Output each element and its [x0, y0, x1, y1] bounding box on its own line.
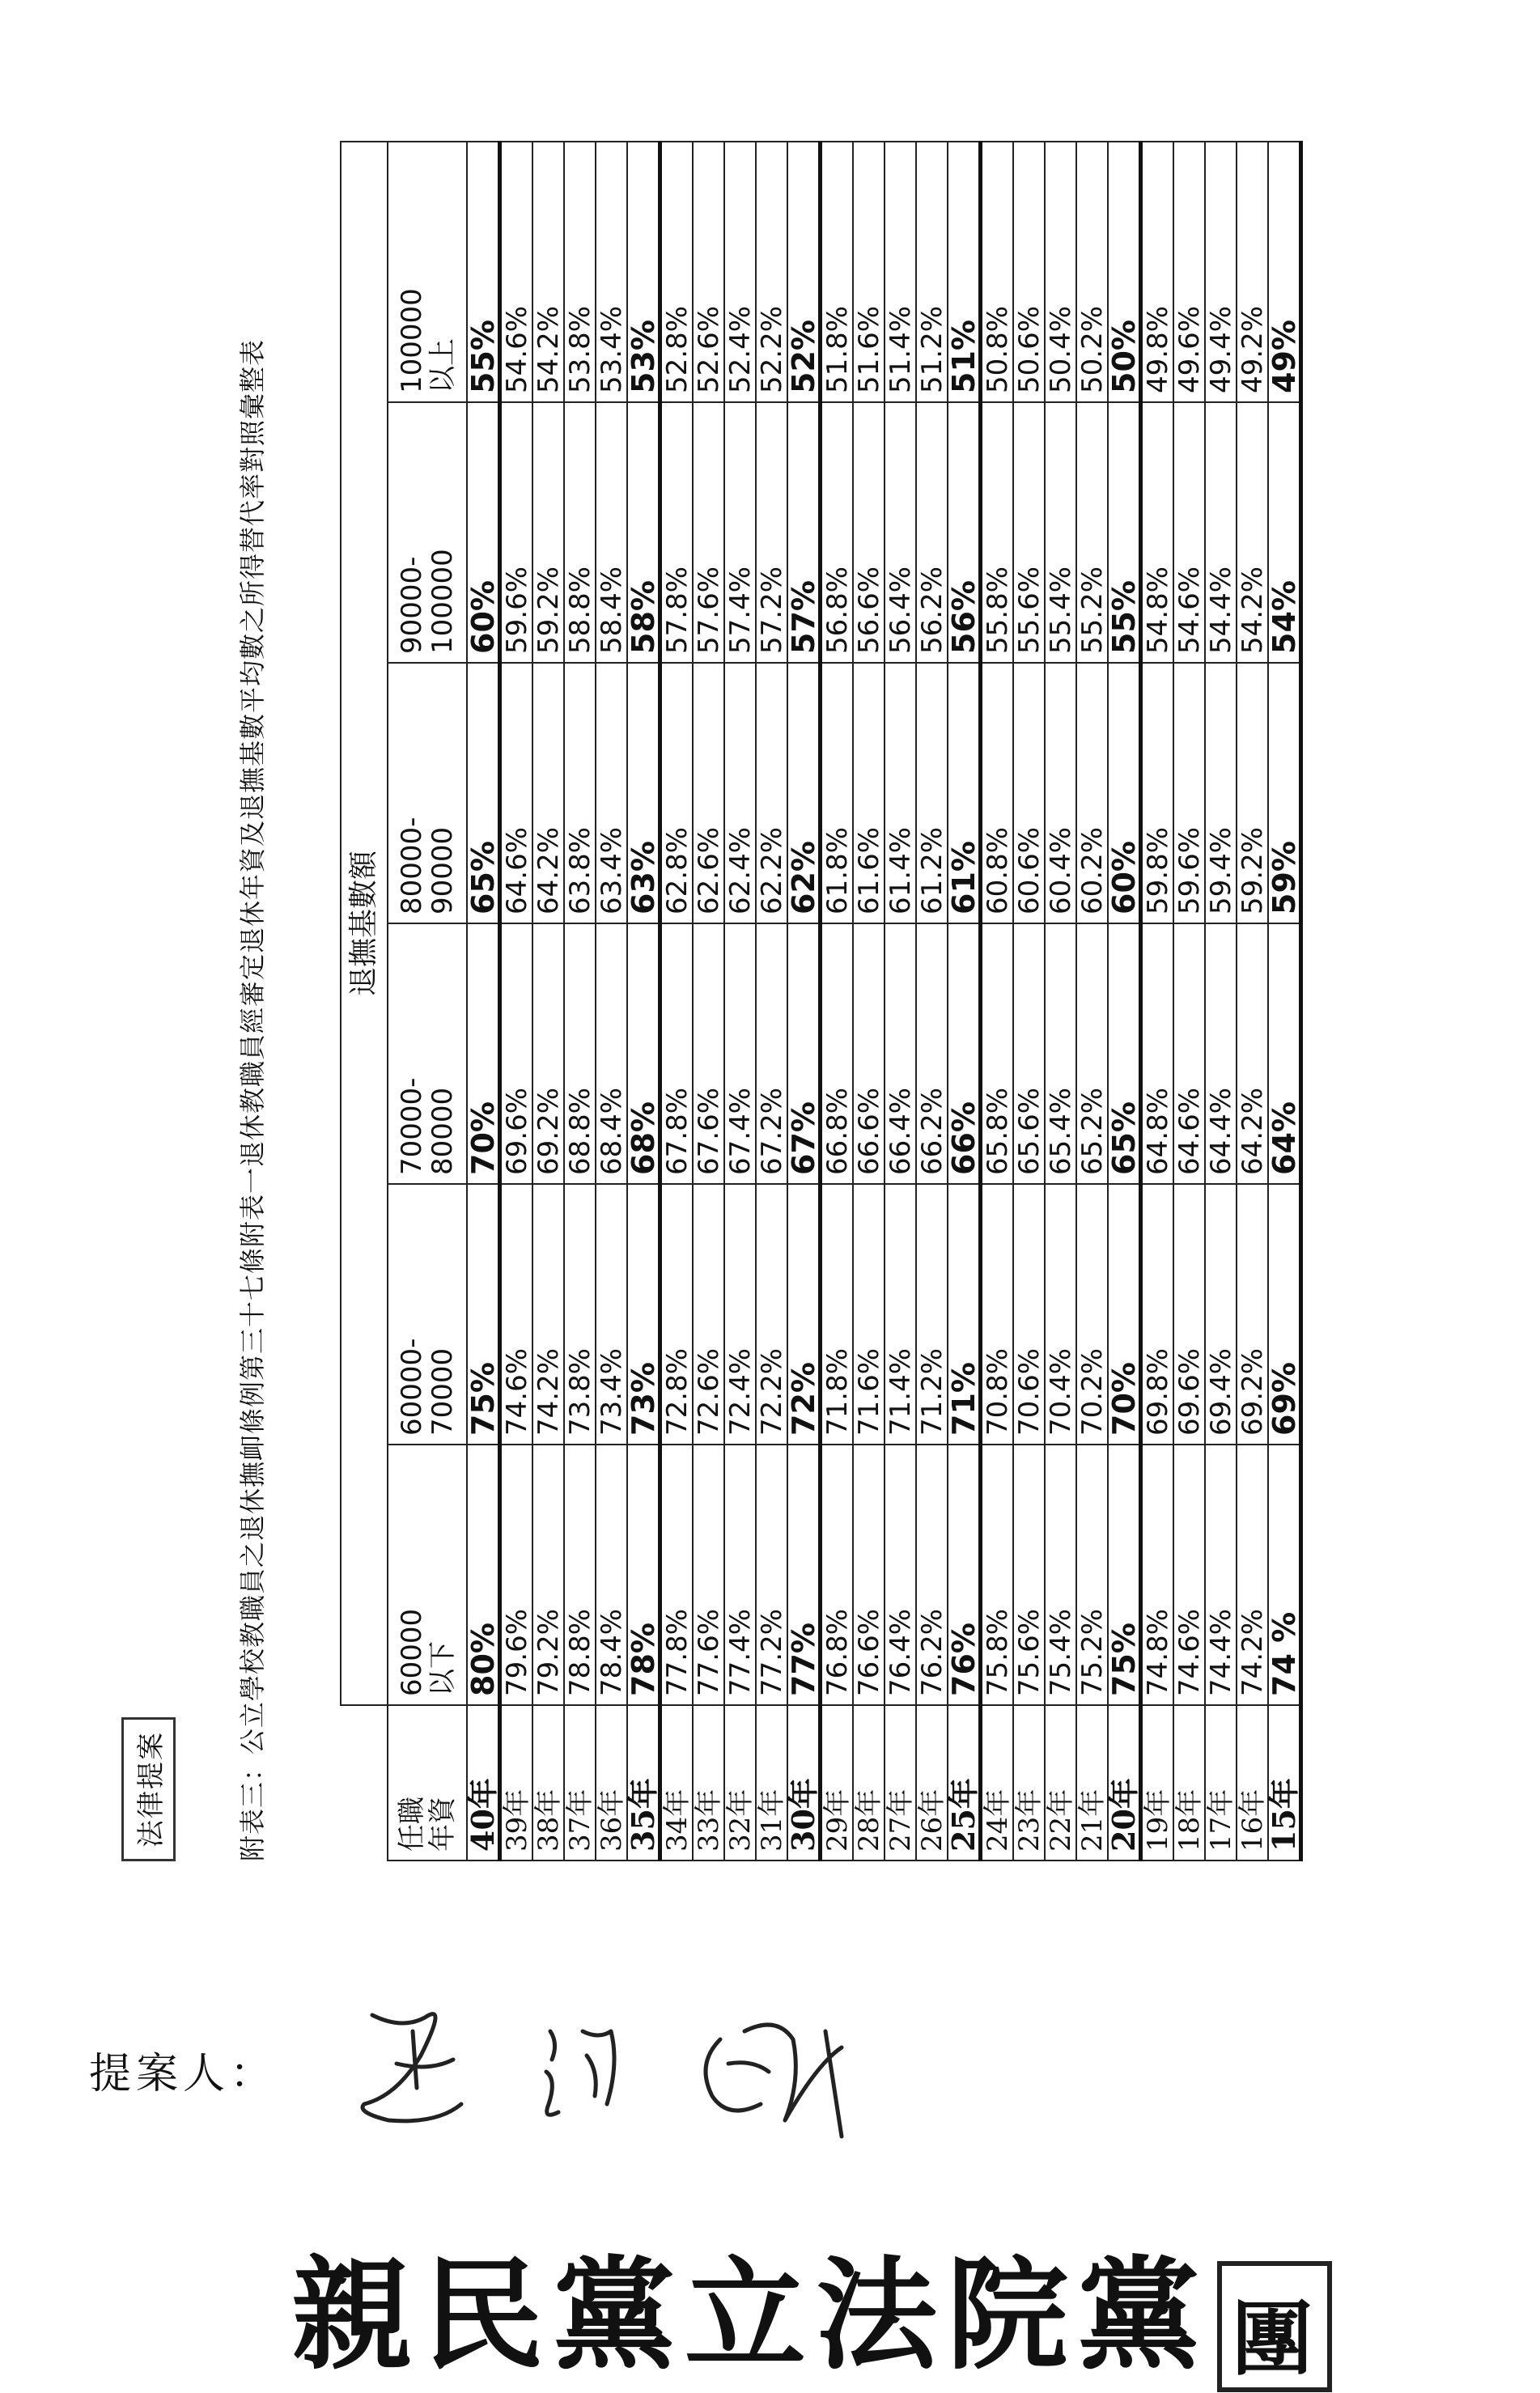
table-row — [532, 142, 564, 1861]
proposer-signature — [340, 1983, 923, 2165]
row-year: 25年 — [948, 1705, 981, 1861]
rate-cell: 75.6% — [1013, 1445, 1045, 1705]
table-row — [1268, 142, 1301, 1861]
row-year: 16年 — [1237, 1705, 1268, 1861]
row-year: 22年 — [1045, 1705, 1076, 1861]
rate-cell: 51.2% — [916, 142, 948, 402]
rate-cell: 76.8% — [821, 1445, 854, 1705]
rate-cell: 61.8% — [821, 663, 854, 923]
table-row — [564, 142, 596, 1861]
row-year: 28年 — [853, 1705, 885, 1861]
rate-cell: 74.4% — [1205, 1445, 1237, 1705]
row-year: 36年 — [596, 1705, 627, 1861]
rate-cell: 49.8% — [1141, 142, 1174, 402]
row-year: 21年 — [1076, 1705, 1108, 1861]
rate-cell: 52.8% — [660, 142, 694, 402]
table-row — [981, 142, 1014, 1861]
rate-cell: 75% — [467, 1184, 500, 1445]
row-year: 37年 — [564, 1705, 596, 1861]
rate-cell: 75.8% — [981, 1445, 1014, 1705]
rate-cell: 55% — [467, 142, 500, 402]
header-seniority: 任職 年資 — [388, 1705, 467, 1861]
table-row — [821, 142, 854, 1861]
rate-cell: 51.6% — [853, 142, 885, 402]
rate-cell: 67.6% — [693, 923, 724, 1184]
rate-cell: 71.6% — [853, 1184, 885, 1445]
rate-cell: 54.6% — [500, 142, 533, 402]
rate-cell: 54.2% — [532, 142, 564, 402]
rate-cell: 78.8% — [564, 1445, 596, 1705]
rate-cell: 76.6% — [853, 1445, 885, 1705]
header-bracket-6: 100000 以上 — [388, 142, 467, 402]
rate-cell: 73.8% — [564, 1184, 596, 1445]
rate-cell: 66.8% — [821, 923, 854, 1184]
rate-cell: 64.2% — [1237, 923, 1268, 1184]
rate-cell: 61.2% — [916, 663, 948, 923]
rate-cell: 73.4% — [596, 1184, 627, 1445]
row-year: 39年 — [500, 1705, 533, 1861]
rate-cell: 50.2% — [1076, 142, 1108, 402]
rate-cell: 74.2% — [532, 1184, 564, 1445]
table-row — [916, 142, 948, 1861]
table-row — [627, 142, 660, 1861]
rate-cell: 76.4% — [885, 1445, 916, 1705]
rate-cell: 60% — [1108, 663, 1141, 923]
header-bracket-4: 80000- 90000 — [388, 663, 467, 923]
legal-proposal-tag: 法律提案 — [121, 1717, 176, 1861]
rate-cell: 52.2% — [756, 142, 787, 402]
rate-cell: 50.6% — [1013, 142, 1045, 402]
rate-cell: 59.2% — [532, 402, 564, 663]
rate-cell: 70% — [1108, 1184, 1141, 1445]
rate-cell: 63% — [627, 663, 660, 923]
rate-cell: 75.2% — [1076, 1445, 1108, 1705]
rate-cell: 64% — [1268, 923, 1301, 1184]
row-year: 35年 — [627, 1705, 660, 1861]
rotated-page-content — [105, 0, 1368, 1861]
rate-cell: 64.2% — [532, 663, 564, 923]
row-year: 19年 — [1141, 1705, 1174, 1861]
rate-cell: 74 % — [1268, 1445, 1301, 1705]
rate-cell: 57.2% — [756, 402, 787, 663]
rate-cell: 59% — [1268, 663, 1301, 923]
signature-drawing — [340, 1983, 923, 2161]
rate-cell: 69.2% — [532, 923, 564, 1184]
rate-cell: 55% — [1108, 402, 1141, 663]
rate-cell: 54.4% — [1205, 402, 1237, 663]
rate-cell: 56.2% — [916, 402, 948, 663]
rate-cell: 55.4% — [1045, 402, 1076, 663]
rate-cell: 60.2% — [1076, 663, 1108, 923]
row-year: 33年 — [693, 1705, 724, 1861]
rate-cell: 79.6% — [500, 1445, 533, 1705]
rate-cell: 58.8% — [564, 402, 596, 663]
rate-cell: 72.8% — [660, 1184, 694, 1445]
rate-cell: 57.6% — [693, 402, 724, 663]
rate-cell: 51% — [948, 142, 981, 402]
rate-cell: 74.8% — [1141, 1445, 1174, 1705]
rate-cell: 77.6% — [693, 1445, 724, 1705]
rate-cell: 78.4% — [596, 1445, 627, 1705]
rate-cell: 59.6% — [1173, 663, 1205, 923]
rate-cell: 51.4% — [885, 142, 916, 402]
rate-cell: 49.2% — [1237, 142, 1268, 402]
rate-cell: 58.4% — [596, 402, 627, 663]
rate-cell: 77.4% — [724, 1445, 756, 1705]
table-row — [885, 142, 916, 1861]
rate-cell: 53.8% — [564, 142, 596, 402]
rate-cell: 65% — [1108, 923, 1141, 1184]
rate-cell: 50% — [1108, 142, 1141, 402]
table-header-row — [388, 142, 467, 1861]
rate-cell: 72% — [787, 1184, 821, 1445]
rate-cell: 70.6% — [1013, 1184, 1045, 1445]
table-row — [948, 142, 981, 1861]
table-body — [464, 142, 1302, 1861]
table-row — [1045, 142, 1076, 1861]
rate-cell: 67% — [787, 923, 821, 1184]
row-year: 17年 — [1205, 1705, 1237, 1861]
rate-cell: 52% — [787, 142, 821, 402]
rate-cell: 54.6% — [1173, 402, 1205, 663]
rate-cell: 76.2% — [916, 1445, 948, 1705]
row-year: 20年 — [1108, 1705, 1141, 1861]
rate-cell: 63.8% — [564, 663, 596, 923]
rate-cell: 66% — [948, 923, 981, 1184]
rate-cell: 65.4% — [1045, 923, 1076, 1184]
rate-cell: 71.8% — [821, 1184, 854, 1445]
rate-cell: 64.8% — [1141, 923, 1174, 1184]
rate-cell: 74.6% — [1173, 1445, 1205, 1705]
rate-cell: 77% — [787, 1445, 821, 1705]
rate-cell: 70% — [467, 923, 500, 1184]
header-bracket-3: 70000- 80000 — [388, 923, 467, 1184]
rate-cell: 52.4% — [724, 142, 756, 402]
rate-cell: 53.4% — [596, 142, 627, 402]
header-bracket-1: 60000 以下 — [388, 1445, 467, 1705]
rate-cell: 54.8% — [1141, 402, 1174, 663]
row-year: 32年 — [724, 1705, 756, 1861]
rate-cell: 55.6% — [1013, 402, 1045, 663]
rate-cell: 68% — [627, 923, 660, 1184]
proposer-label: 提案人： — [89, 2050, 278, 2098]
rate-cell: 72.2% — [756, 1184, 787, 1445]
table-row — [596, 142, 627, 1861]
table-row — [787, 142, 821, 1861]
table-corner — [341, 1705, 388, 1861]
table-row — [1205, 142, 1237, 1861]
row-year: 38年 — [532, 1705, 564, 1861]
rate-cell: 78% — [627, 1445, 660, 1705]
table-row — [1237, 142, 1268, 1861]
rate-cell: 64.4% — [1205, 923, 1237, 1184]
retirement-rate-table — [340, 141, 1303, 1861]
row-year: 30年 — [787, 1705, 821, 1861]
row-year: 26年 — [916, 1705, 948, 1861]
rate-cell: 55.2% — [1076, 402, 1108, 663]
rate-cell: 65.8% — [981, 923, 1014, 1184]
rate-cell: 69.8% — [1141, 1184, 1174, 1445]
table-row — [693, 142, 724, 1861]
rate-cell: 67.2% — [756, 923, 787, 1184]
rate-cell: 69.2% — [1237, 1184, 1268, 1445]
rate-cell: 66.4% — [885, 923, 916, 1184]
party-seal-char: 團 — [1232, 2291, 1323, 2387]
rate-cell: 50.8% — [981, 142, 1014, 402]
rate-cell: 68.8% — [564, 923, 596, 1184]
rate-cell: 55.8% — [981, 402, 1014, 663]
rate-cell: 71.4% — [885, 1184, 916, 1445]
rate-cell: 59.4% — [1205, 663, 1237, 923]
party-seal-box — [1217, 2261, 1332, 2392]
party-stamp-text: 親民黨立法院黨 — [291, 2244, 1210, 2387]
table-row — [756, 142, 787, 1861]
rate-cell: 59.6% — [500, 402, 533, 663]
rate-cell: 72.4% — [724, 1184, 756, 1445]
rate-cell: 58% — [627, 402, 660, 663]
row-year: 27年 — [885, 1705, 916, 1861]
rate-cell: 60.8% — [981, 663, 1014, 923]
rate-cell: 61.4% — [885, 663, 916, 923]
rate-cell: 77.2% — [756, 1445, 787, 1705]
rate-cell: 65.6% — [1013, 923, 1045, 1184]
row-year: 29年 — [821, 1705, 854, 1861]
table-row — [1173, 142, 1205, 1861]
table-row — [853, 142, 885, 1861]
rate-cell: 59.8% — [1141, 663, 1174, 923]
rate-cell: 74.2% — [1237, 1445, 1268, 1705]
rate-cell: 61% — [948, 663, 981, 923]
rate-cell: 61.6% — [853, 663, 885, 923]
rate-cell: 66.2% — [916, 923, 948, 1184]
rate-cell: 62.2% — [756, 663, 787, 923]
rate-cell: 57% — [787, 402, 821, 663]
rate-cell: 70.4% — [1045, 1184, 1076, 1445]
rate-cell: 49.4% — [1205, 142, 1237, 402]
rate-cell: 72.6% — [693, 1184, 724, 1445]
row-year: 34年 — [660, 1705, 694, 1861]
row-year: 24年 — [981, 1705, 1014, 1861]
rate-cell: 62.6% — [693, 663, 724, 923]
header-bracket-2: 60000- 70000 — [388, 1184, 467, 1445]
table-row — [467, 142, 500, 1861]
rate-cell: 73% — [627, 1184, 660, 1445]
rate-cell: 59.2% — [1237, 663, 1268, 923]
rate-cell: 54.2% — [1237, 402, 1268, 663]
rate-cell: 62.8% — [660, 663, 694, 923]
table-row — [500, 142, 533, 1861]
rate-cell: 68.4% — [596, 923, 627, 1184]
row-year: 40年 — [467, 1705, 500, 1861]
rate-cell: 67.8% — [660, 923, 694, 1184]
row-year: 15年 — [1268, 1705, 1301, 1861]
rate-cell: 53% — [627, 142, 660, 402]
rate-cell: 71% — [948, 1184, 981, 1445]
rate-cell: 65% — [467, 663, 500, 923]
rate-cell: 69.4% — [1205, 1184, 1237, 1445]
rate-cell: 75.4% — [1045, 1445, 1076, 1705]
rate-cell: 49% — [1268, 142, 1301, 402]
rate-cell: 64.6% — [1173, 923, 1205, 1184]
rate-cell: 69.6% — [500, 923, 533, 1184]
rate-cell: 79.2% — [532, 1445, 564, 1705]
table-caption: 附表三：公立學校教職員之退休撫卹條例第三十七條附表一退休教職員經審定退休年資及退撫基數平均數之所得替代率對照彙整表 — [237, 338, 268, 1861]
retirement-rate-table-wrapper — [340, 141, 1303, 1861]
table-row — [1013, 142, 1045, 1861]
rate-cell: 76% — [948, 1445, 981, 1705]
rate-cell: 62% — [787, 663, 821, 923]
rate-cell: 57.4% — [724, 402, 756, 663]
rate-cell: 60.6% — [1013, 663, 1045, 923]
rate-cell: 62.4% — [724, 663, 756, 923]
rate-cell: 52.6% — [693, 142, 724, 402]
rate-cell: 56% — [948, 402, 981, 663]
table-row — [1108, 142, 1141, 1861]
table-row — [724, 142, 756, 1861]
rate-cell: 64.6% — [500, 663, 533, 923]
rate-cell: 56.4% — [885, 402, 916, 663]
rate-cell: 69.6% — [1173, 1184, 1205, 1445]
rate-cell: 50.4% — [1045, 142, 1076, 402]
rate-cell: 69% — [1268, 1184, 1301, 1445]
rate-cell: 77.8% — [660, 1445, 694, 1705]
rate-cell: 56.8% — [821, 402, 854, 663]
row-year: 31年 — [756, 1705, 787, 1861]
rate-cell: 71.2% — [916, 1184, 948, 1445]
rate-cell: 60.4% — [1045, 663, 1076, 923]
rate-cell: 60% — [467, 402, 500, 663]
party-stamp — [291, 2217, 1332, 2392]
rate-cell: 49.6% — [1173, 142, 1205, 402]
table-row — [1141, 142, 1174, 1861]
rate-cell: 75% — [1108, 1445, 1141, 1705]
rate-cell: 70.8% — [981, 1184, 1014, 1445]
rate-cell: 63.4% — [596, 663, 627, 923]
rate-cell: 74.6% — [500, 1184, 533, 1445]
rate-cell: 65.2% — [1076, 923, 1108, 1184]
table-group-header: 退撫基數額 — [341, 142, 388, 1705]
header-bracket-5: 90000- 100000 — [388, 402, 467, 663]
rate-cell: 54% — [1268, 402, 1301, 663]
rate-cell: 66.6% — [853, 923, 885, 1184]
table-row — [1076, 142, 1108, 1861]
rate-cell: 57.8% — [660, 402, 694, 663]
rate-cell: 67.4% — [724, 923, 756, 1184]
table-row — [660, 142, 694, 1861]
row-year: 18年 — [1173, 1705, 1205, 1861]
rate-cell: 80% — [467, 1445, 500, 1705]
rate-cell: 56.6% — [853, 402, 885, 663]
row-year: 23年 — [1013, 1705, 1045, 1861]
rate-cell: 70.2% — [1076, 1184, 1108, 1445]
rate-cell: 51.8% — [821, 142, 854, 402]
